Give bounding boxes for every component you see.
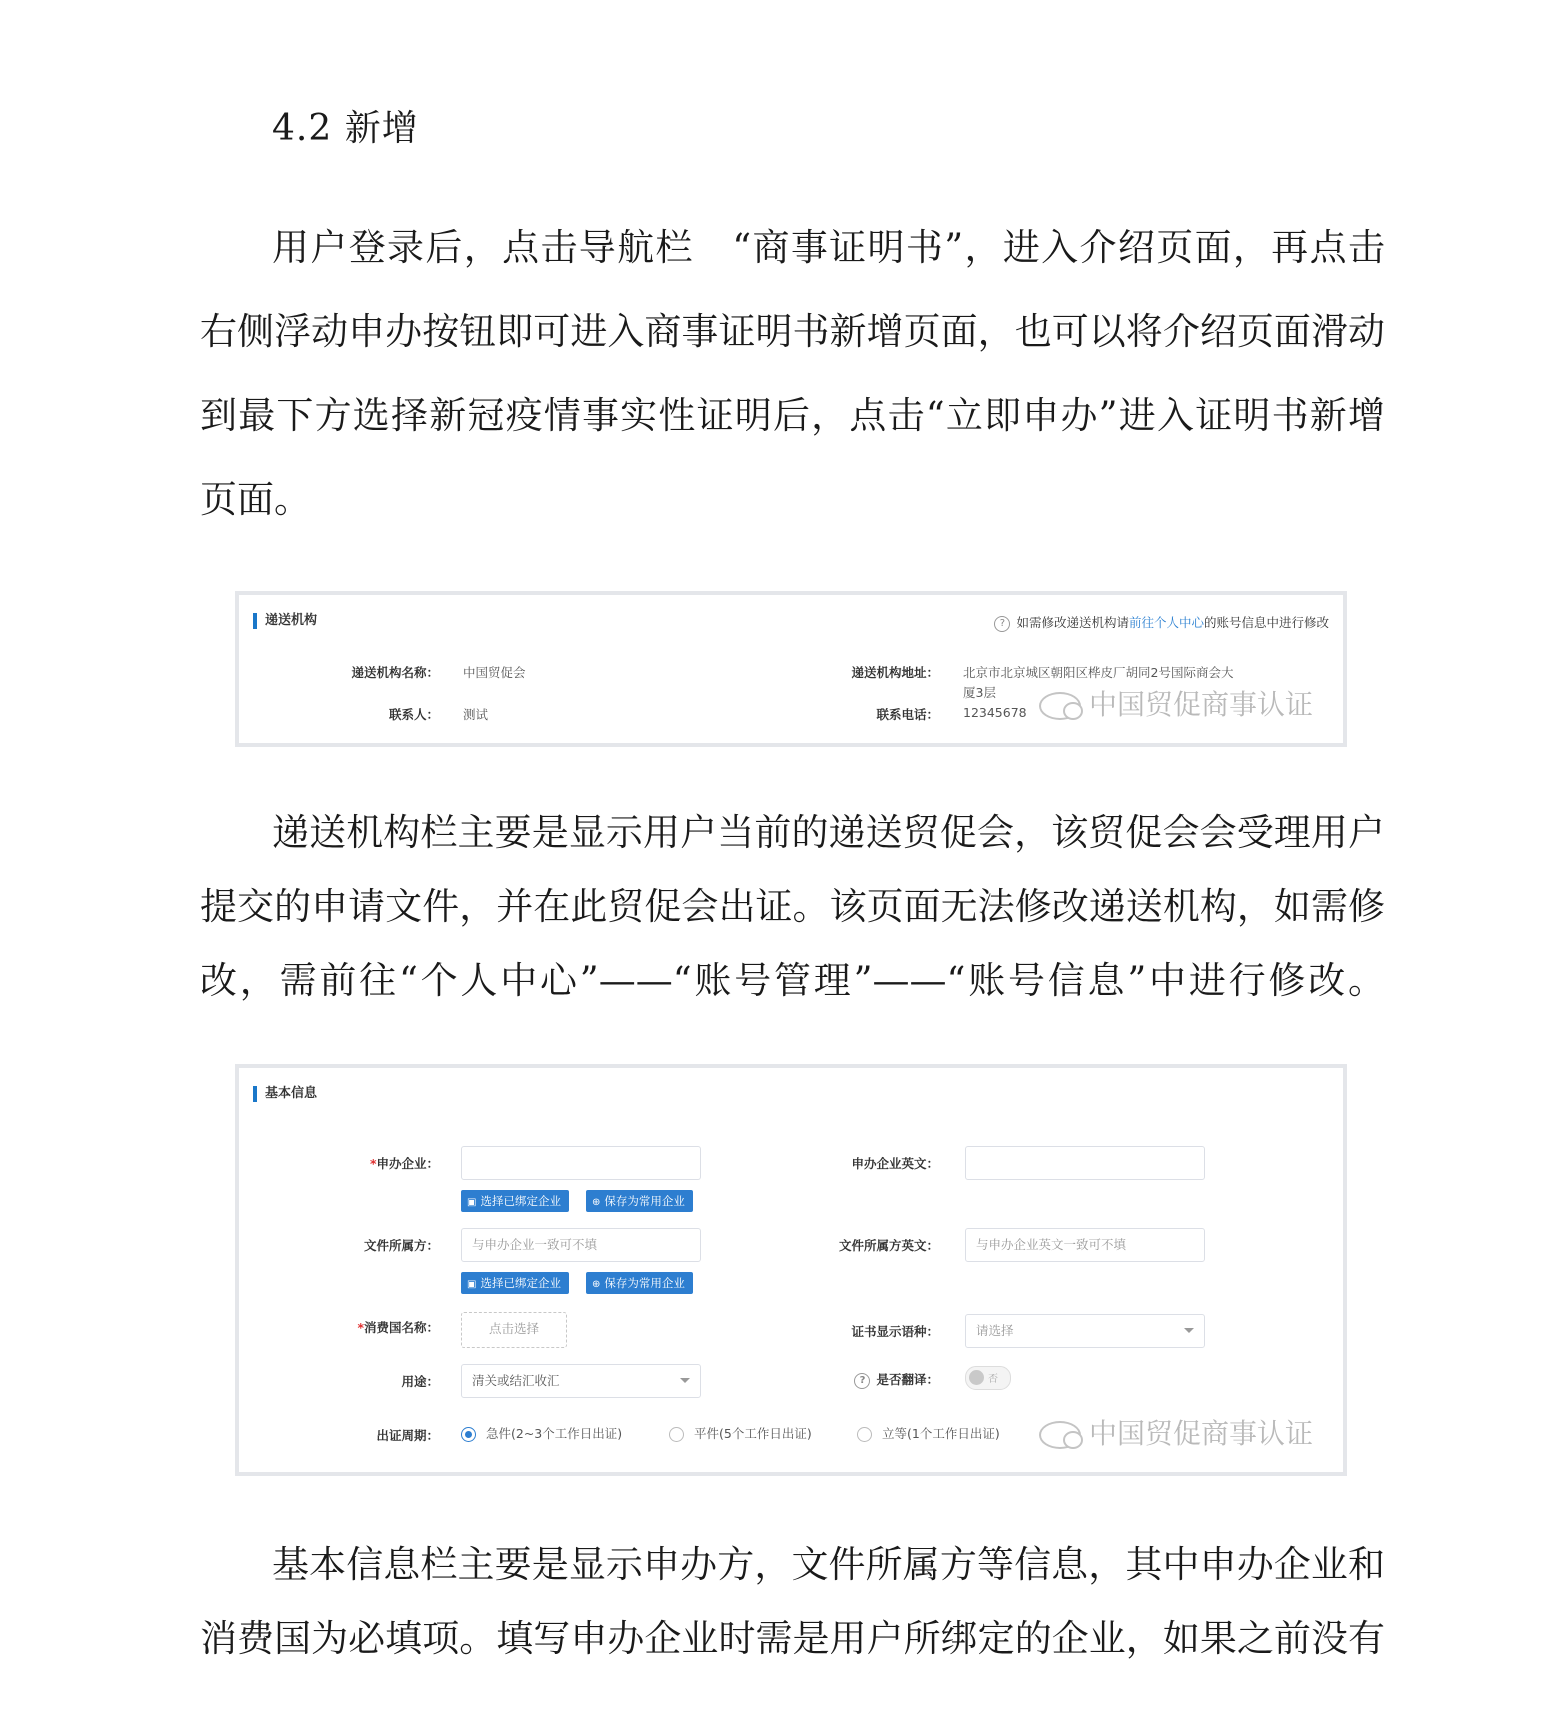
paragraph-basic-info (200, 1528, 1385, 1676)
hint-text: 如需修改递送机构请 (1016, 615, 1129, 630)
org-address-line2: 厦3层 (963, 685, 996, 700)
phone-label: 联系电话： (876, 707, 939, 722)
org-address-line1: 北京市北京城区朝阳区桦皮厂胡同2号国际商会大 (963, 665, 1234, 680)
save-common-company-button[interactable]: ⊕ 保存为常用企业 (586, 1190, 693, 1212)
watermark-text: 中国贸促商事认证 (1088, 1417, 1313, 1450)
wechat-icon (1039, 692, 1081, 720)
radio-icon (669, 1427, 684, 1442)
paragraph-line: 右侧浮动申办按钮即可进入商事证明书新增页面，也可以将介绍页面滑动 (200, 310, 1385, 353)
personal-center-link[interactable]: 前往个人中心 (1128, 615, 1204, 630)
paragraph-line: 到最下方选择新冠疫情事实性证明后，点击“立即申办”进入证明书新增 (200, 394, 1385, 437)
paragraph-intro (200, 206, 1385, 542)
purpose-select[interactable]: 清关或结汇收汇 (461, 1364, 701, 1398)
owner-label: 文件所属方： (363, 1238, 439, 1253)
paragraph-line: 用户登录后，点击导航栏 “商事证明书”，进入介绍页面，再点击 (272, 226, 1385, 269)
delivery-org-panel (235, 591, 1347, 747)
select-bound-company-button[interactable]: ▣ 选择已绑定企业 (461, 1190, 569, 1212)
panel-title: 基本信息 (253, 1086, 317, 1102)
contact-value: 测试 (463, 707, 489, 722)
panel-title: 递送机构 (253, 613, 317, 629)
paragraph-line: 提交的申请文件，并在此贸促会出证。该页面无法修改递送机构，如需修 (200, 885, 1385, 928)
select-bound-company-button[interactable]: ▣ 选择已绑定企业 (461, 1272, 569, 1294)
radio-icon (461, 1427, 476, 1442)
section-heading: 4.2 新增 (272, 108, 419, 149)
plus-circle-icon: ⊕ (592, 1279, 601, 1290)
wechat-icon (1039, 1421, 1081, 1449)
applicant-en-input[interactable] (965, 1146, 1205, 1180)
phone-value: 12345678 (963, 705, 1027, 720)
period-option-immediate[interactable]: 立等(1个工作日出证) (857, 1424, 1000, 1442)
applicant-input[interactable] (461, 1146, 701, 1180)
org-address-label: 递送机构地址： (851, 665, 939, 680)
paragraph-line: 递送机构栏主要是显示用户当前的递送贸促会，该贸促会会受理用户 (272, 811, 1385, 854)
org-name-value: 中国贸促会 (463, 665, 526, 680)
country-label: *消费国名称： (357, 1320, 439, 1335)
radio-icon (857, 1427, 872, 1442)
period-option-normal[interactable]: 平件(5个工作日出证) (669, 1424, 812, 1442)
toggle-label: 否 (988, 1374, 998, 1385)
applicant-en-label: 申办企业英文： (851, 1156, 939, 1171)
watermark-text: 中国贸促商事认证 (1088, 688, 1313, 721)
question-icon: ? (854, 1373, 870, 1389)
modify-hint (994, 613, 1329, 632)
paragraph-delivery (200, 796, 1385, 1018)
language-select[interactable]: 请选择 (965, 1314, 1205, 1348)
purpose-label: 用途： (401, 1374, 439, 1389)
owner-en-input[interactable]: 与申办企业英文一致可不填 (965, 1228, 1205, 1262)
org-name-label: 递送机构名称： (351, 665, 439, 680)
document-icon: ▣ (467, 1279, 477, 1290)
hint-text: 的账号信息中进行修改 (1203, 615, 1329, 630)
translate-toggle[interactable] (965, 1366, 1011, 1390)
save-common-company-button[interactable]: ⊕ 保存为常用企业 (586, 1272, 693, 1294)
basic-info-panel (235, 1064, 1347, 1476)
translate-label: ? 是否翻译： (799, 1370, 939, 1389)
question-icon: ? (994, 616, 1010, 632)
paragraph-line: 消费国为必填项。填写申办企业时需是用户所绑定的企业，如果之前没有 (200, 1617, 1385, 1660)
watermark (1039, 683, 1313, 723)
contact-label: 联系人： (388, 707, 439, 722)
paragraph-line: 改，需前往“个人中心”——“账号管理”——“账号信息”中进行修改。 (200, 959, 1385, 1002)
language-label: 证书显示语种： (851, 1324, 939, 1339)
toggle-knob (969, 1370, 984, 1385)
watermark (1039, 1412, 1313, 1452)
period-label: 出证周期： (376, 1428, 439, 1443)
document-icon: ▣ (467, 1197, 477, 1208)
chevron-down-icon (680, 1378, 690, 1383)
plus-circle-icon: ⊕ (592, 1197, 601, 1208)
paragraph-line: 基本信息栏主要是显示申办方，文件所属方等信息，其中申办企业和 (272, 1543, 1385, 1586)
country-select[interactable]: 点击选择 (461, 1312, 567, 1348)
paragraph-line: 页面。 (200, 478, 311, 521)
applicant-label: *申办企业： (369, 1156, 439, 1171)
owner-input[interactable]: 与申办企业一致可不填 (461, 1228, 701, 1262)
chevron-down-icon (1184, 1328, 1194, 1333)
owner-en-label: 文件所属方英文： (838, 1238, 939, 1253)
period-option-urgent[interactable]: 急件(2~3个工作日出证) (461, 1424, 622, 1442)
